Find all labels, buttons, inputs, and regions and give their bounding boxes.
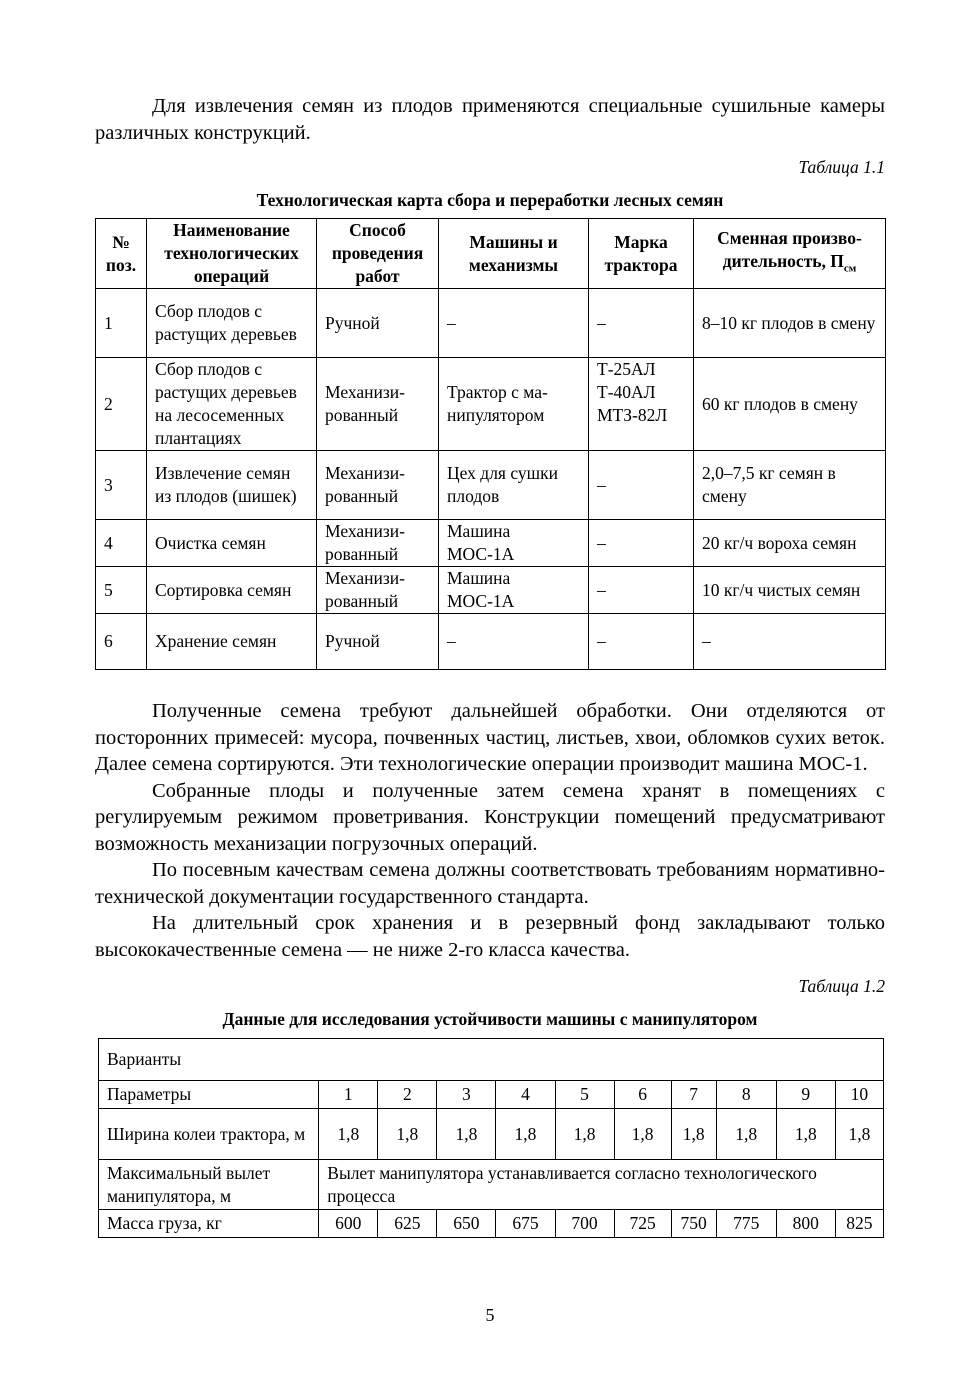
track-value: 1,8 [555, 1109, 614, 1160]
row-num: 3 [96, 451, 147, 520]
row-output: 10 кг/ч чистых семян [694, 567, 886, 614]
row-method: Механизированный [317, 567, 439, 614]
row-method: Механизированный [317, 520, 439, 567]
row-output: 60 кг плодов в смену [694, 358, 886, 451]
track-value: 1,8 [671, 1109, 716, 1160]
header-output: Сменная производительность, $П_{см}$ [694, 219, 886, 289]
track-value: 1,8 [716, 1109, 776, 1160]
table2-title: Данные для исследования устойчивости машины с манипулятором [222, 1009, 758, 1029]
variant-cell: 9 [776, 1081, 835, 1109]
variant-cell: 7 [671, 1081, 716, 1109]
table1-caption: Таблица 1.1 [798, 157, 885, 177]
mass-value: 700 [555, 1210, 614, 1238]
row-machines: Машина МОС-1А [439, 567, 589, 614]
variant-cell: 3 [437, 1081, 496, 1109]
row-tractor: – [589, 289, 694, 358]
header-machines: Машины и механизмы [439, 219, 589, 289]
mass-value: 800 [776, 1210, 835, 1238]
params-label: Параметры [99, 1081, 319, 1109]
table-row [96, 520, 886, 567]
reach-label: Максимальный вылет манипулятора, м [99, 1160, 319, 1210]
mass-value: 825 [835, 1210, 883, 1238]
row-operation: Хранение семян [147, 614, 317, 670]
track-value: 1,8 [378, 1109, 437, 1160]
header-method: Способ проведения работ [317, 219, 439, 289]
track-value: 1,8 [319, 1109, 378, 1160]
row-method: Ручной [317, 289, 439, 358]
variant-cell: 4 [496, 1081, 555, 1109]
row-tractor: – [589, 614, 694, 670]
row-output: 2,0–7,5 кг семян в смену [694, 451, 886, 520]
track-value: 1,8 [835, 1109, 883, 1160]
mass-value: 750 [671, 1210, 716, 1238]
row-output: – [694, 614, 886, 670]
row-output: 8–10 кг плодов в смену [694, 289, 886, 358]
row-operation: Извлечение семян из плодов (шишек) [147, 451, 317, 520]
header-num: № поз. [96, 219, 147, 289]
row-method: Механизированный [317, 451, 439, 520]
row-machines: Трактор с манипулятором [439, 358, 589, 451]
params-row [99, 1081, 884, 1109]
row-operation: Сортировка семян [147, 567, 317, 614]
table-row [96, 614, 886, 670]
reach-row [99, 1160, 884, 1210]
row-machines: – [439, 614, 589, 670]
table1-tech-map [95, 218, 886, 670]
header-tractor: Марка трактора [589, 219, 694, 289]
mass-label: Масса груза, кг [99, 1210, 319, 1238]
table1-title: Технологическая карта сбора и переработки лесных семян [256, 190, 724, 210]
mass-row [99, 1210, 884, 1238]
table1-header-row [96, 219, 886, 289]
row-method: Механизированный [317, 358, 439, 451]
variant-cell: 10 [835, 1081, 883, 1109]
variant-cell: 6 [614, 1081, 671, 1109]
row-machines: Машина МОС-1А [439, 520, 589, 567]
body-text [95, 698, 885, 963]
variants-label: Варианты [99, 1039, 884, 1081]
row-tractor: – [589, 451, 694, 520]
variant-cell: 2 [378, 1081, 437, 1109]
track-value: 1,8 [437, 1109, 496, 1160]
paragraph: По посевным качествам семена должны соответствовать требованиям нормативно-технической документации государственного стандарта. [95, 859, 885, 908]
page-number: 5 [485, 1305, 495, 1325]
table-row [96, 567, 886, 614]
mass-value: 775 [716, 1210, 776, 1238]
track-label: Ширина колеи трактора, м [99, 1109, 319, 1160]
intro-paragraph: Для извлечения семян из плодов применяются специальные сушильные камеры различных конструкций. [95, 95, 885, 144]
header-operation: Наименование технологических операций [147, 219, 317, 289]
table-row [96, 289, 886, 358]
mass-value: 675 [496, 1210, 555, 1238]
track-value: 1,8 [776, 1109, 835, 1160]
row-num: 5 [96, 567, 147, 614]
reach-note: Вылет манипулятора устанавливается согласно технологического процесса [319, 1160, 884, 1210]
row-method: Ручной [317, 614, 439, 670]
mass-value: 600 [319, 1210, 378, 1238]
row-output: 20 кг/ч вороха семян [694, 520, 886, 567]
row-num: 2 [96, 358, 147, 451]
mass-value: 650 [437, 1210, 496, 1238]
paragraph: Полученные семена требуют дальнейшей обработки. Они отделяются от посторонних примесей: мусора, почвенных частиц, листьев, хвои, обломков сухих веток. Далее семена сортируются. Эти технологические операции производит машина МОС-1. [95, 700, 885, 775]
variants-row [99, 1039, 884, 1081]
row-num: 6 [96, 614, 147, 670]
row-operation: Сбор плодов с растущих деревьев [147, 289, 317, 358]
variant-cell: 1 [319, 1081, 378, 1109]
paragraph: Собранные плоды и полученные затем семена хранят в помещениях с регулируемым режимом проветривания. Конструкции помещений предусматривают возможность механизации погрузочных операций. [95, 779, 885, 855]
row-machines: – [439, 289, 589, 358]
row-tractor: – [589, 567, 694, 614]
row-operation: Сбор плодов с растущих деревьев на лесосеменных плантациях [147, 358, 317, 451]
row-operation: Очистка семян [147, 520, 317, 567]
page-content [95, 0, 885, 1238]
mass-value: 725 [614, 1210, 671, 1238]
row-machines: Цех для сушки плодов [439, 451, 589, 520]
row-num: 1 [96, 289, 147, 358]
row-num: 4 [96, 520, 147, 567]
table2-caption: Таблица 1.2 [798, 976, 885, 996]
row-tractor: Т-25АЛ Т-40АЛ МТЗ-82Л [589, 358, 694, 451]
track-row [99, 1109, 884, 1160]
table2-stability-data [98, 1038, 884, 1238]
track-value: 1,8 [614, 1109, 671, 1160]
variant-cell: 5 [555, 1081, 614, 1109]
paragraph: На длительный срок хранения и в резервный фонд закладывают только высококачественные семена — не ниже 2-го класса качества. [95, 912, 885, 961]
table-row [96, 358, 886, 451]
mass-value: 625 [378, 1210, 437, 1238]
row-tractor: – [589, 520, 694, 567]
table-row [96, 451, 886, 520]
variant-cell: 8 [716, 1081, 776, 1109]
track-value: 1,8 [496, 1109, 555, 1160]
